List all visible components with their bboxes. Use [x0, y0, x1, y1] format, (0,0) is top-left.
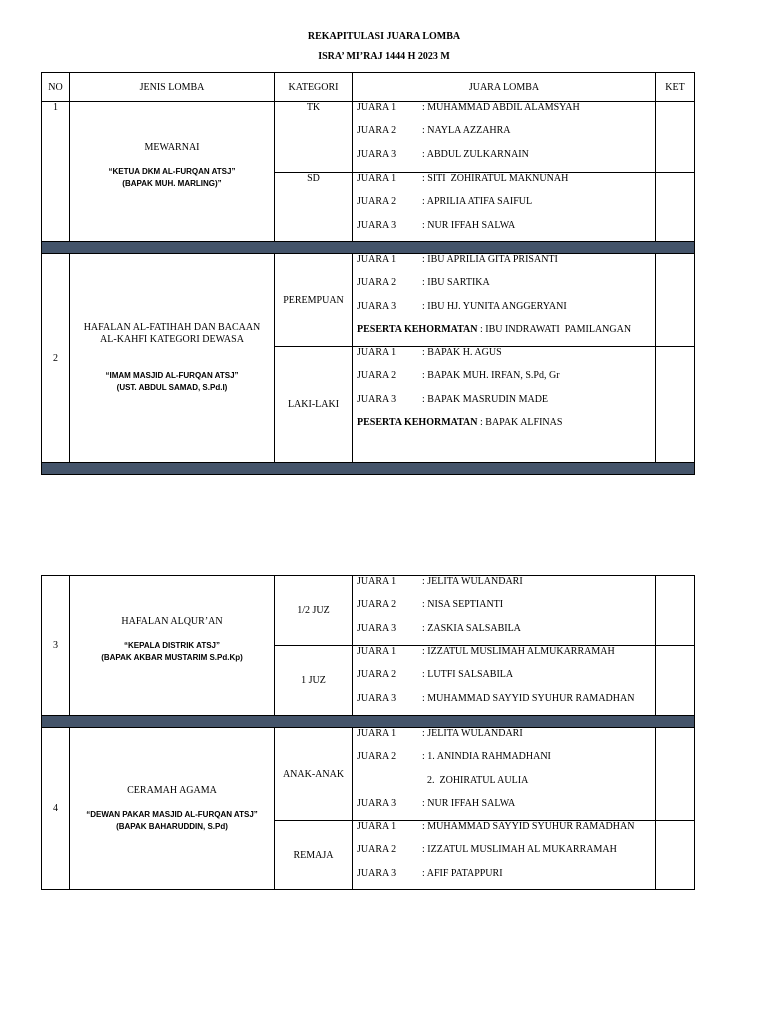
header-cell-jenis-lomba [69, 72, 275, 102]
sponsor-line: “KETUA DKM AL-FURQAN ATSJ” [108, 166, 236, 176]
ket-cell [655, 727, 695, 821]
category-name: 1/2 JUZ [297, 605, 330, 616]
category-name: REMAJA [293, 849, 334, 861]
row-no-cell [41, 253, 70, 463]
winner-entry [357, 669, 634, 680]
jenis-lomba-cell [69, 253, 275, 463]
winner-name: : APRILIA ATIFA SAIFUL [422, 196, 533, 208]
competition-name [121, 616, 222, 628]
header-ket: KET [665, 81, 685, 93]
winner-entry [357, 751, 551, 762]
row-no-cell [41, 727, 70, 890]
category-name: TK [306, 102, 321, 113]
juara-lomba-cell [352, 172, 656, 242]
header-juara-lomba: JUARA LOMBA [468, 81, 540, 93]
winner-entry [357, 693, 634, 704]
category-name: LAKI-LAKI [287, 399, 340, 410]
sponsor-line: “KEPALA DISTRIK ATSJ” [123, 640, 220, 650]
header-cell-kategori [274, 72, 353, 102]
winner-rank: JUARA 1 [357, 347, 397, 358]
kategori-cell [274, 575, 353, 646]
sponsor [105, 370, 238, 394]
winner-rank: JUARA 2 [357, 844, 397, 856]
winner-name: : IBU SARTIKA [422, 277, 490, 289]
ket-cell [655, 101, 695, 173]
ket-cell [655, 346, 695, 463]
juara-lomba-cell [352, 253, 656, 347]
winner-list [357, 254, 631, 335]
kategori-cell [274, 253, 353, 347]
juara-lomba-cell [352, 645, 656, 716]
winner-entry [357, 798, 551, 809]
competition-name-line: HAFALAN AL-FATIHAH DAN BACAAN [83, 322, 261, 333]
honor-label: PESERTA KEHORMATAN [357, 416, 478, 428]
winner-name: : LUTFI SALSABILA [422, 669, 514, 681]
winner-rank: JUARA 2 [357, 751, 397, 763]
winner-rank: JUARA 3 [357, 300, 397, 312]
winner-name: : AFIF PATAPPURI [422, 867, 503, 879]
jenis-lomba-cell [69, 727, 275, 890]
winner-name: : IBU APRILIA GITA PRISANTI [422, 254, 558, 265]
winner-rank: JUARA 1 [357, 254, 397, 265]
winner-rank: JUARA 3 [357, 797, 397, 809]
winner-entry [357, 277, 631, 288]
kategori-cell [274, 820, 353, 890]
header-no: NO [48, 81, 63, 93]
winner-entry [357, 125, 580, 136]
sponsor-line: “DEWAN PAKAR MASJID AL-FURQAN ATSJ” [86, 809, 258, 819]
competition-name-line: AL-KAHFI KATEGORI DEWASA [100, 334, 244, 345]
header-cell-juara-lomba [352, 72, 656, 102]
competition-name [127, 785, 217, 797]
honor-entry [357, 417, 562, 428]
kategori-cell [274, 172, 353, 242]
winner-name: : NUR IFFAH SALWA [422, 219, 516, 231]
juara-lomba-cell [352, 575, 656, 646]
row-number: 1 [53, 102, 58, 113]
honor-entry [357, 324, 631, 335]
competition-name [145, 142, 200, 154]
winner-name: : JELITA WULANDARI [422, 576, 523, 587]
ket-cell [655, 575, 695, 646]
document-subtitle: ISRA’ MI’RAJ 1444 H 2023 M [318, 51, 450, 62]
sponsor-line: (BAPAK BAHARUDDIN, S.Pd) [116, 821, 228, 831]
ket-cell [655, 253, 695, 347]
header-cell-ket [655, 72, 695, 102]
winner-entry [357, 347, 562, 358]
winner-list [357, 821, 634, 879]
sponsor [101, 640, 243, 664]
row-number: 4 [53, 803, 58, 814]
winner-entry [357, 728, 551, 739]
winner-rank: JUARA 1 [357, 102, 397, 113]
juara-lomba-cell [352, 820, 656, 890]
kategori-cell [274, 645, 353, 716]
winner-name: : BAPAK H. AGUS [422, 347, 502, 358]
sponsor-line: (BAPAK AKBAR MUSTARIM S.Pd.Kp) [101, 652, 243, 662]
winner-rank: JUARA 2 [357, 277, 397, 289]
winner-name: : MUHAMMAD ABDIL ALAMSYAH [422, 102, 580, 113]
winner-entry [357, 394, 562, 405]
winner-rank: JUARA 3 [357, 692, 397, 704]
winner-entry [357, 301, 631, 312]
row-no-cell [41, 575, 70, 716]
winner-name: : NUR IFFAH SALWA [422, 797, 516, 809]
competition-name-line: MEWARNAI [144, 141, 200, 153]
winner-rank: JUARA 3 [357, 148, 397, 160]
winner-name: : BAPAK MASRUDIN MADE [422, 393, 549, 405]
winner-name: 2. ZOHIRATUL AULIA [427, 774, 529, 786]
winner-rank: JUARA 3 [357, 393, 397, 405]
jenis-lomba-cell [69, 101, 275, 242]
winner-rank: JUARA 3 [357, 622, 397, 634]
competition-name [84, 322, 261, 346]
document-title: REKAPITULASI JUARA LOMBA [307, 31, 461, 42]
winner-entry [357, 599, 523, 610]
winner-name: : MUHAMMAD SAYYID SYUHUR RAMADHAN [422, 692, 635, 704]
winner-entry [357, 868, 634, 879]
winner-entry [357, 576, 523, 587]
winner-entry [357, 370, 562, 381]
winner-list [357, 728, 551, 809]
winner-entry [357, 149, 580, 160]
winner-name: : IBU HJ. YUNITA ANGGERYANI [422, 300, 567, 312]
row-separator [41, 462, 695, 475]
winner-rank: JUARA 2 [357, 196, 397, 208]
winner-name: : IBU INDRAWATI PAMILANGAN [477, 323, 632, 335]
winner-name: : IZZATUL MUSLIMAH ALMUKARRAMAH [422, 646, 615, 657]
winner-name: : NISA SEPTIANTI [422, 599, 504, 611]
winner-name: : BAPAK MUH. IRFAN, S.Pd, Gr [422, 370, 560, 382]
ket-cell [655, 172, 695, 242]
winner-entry [357, 844, 634, 855]
winner-rank: JUARA 1 [357, 728, 397, 739]
juara-lomba-cell [352, 727, 656, 821]
winner-entry [357, 173, 568, 184]
winner-list [357, 102, 580, 160]
winner-rank: JUARA 1 [357, 821, 397, 832]
winner-rank: JUARA 2 [357, 669, 397, 681]
winner-name: : ABDUL ZULKARNAIN [422, 148, 529, 160]
category-name: ANAK-ANAK [282, 768, 345, 780]
header-cell-no [41, 72, 70, 102]
honor-label: PESERTA KEHORMATAN [357, 323, 478, 335]
winner-entry [357, 220, 568, 231]
jenis-lomba-cell [69, 575, 275, 716]
row-number: 2 [53, 352, 58, 364]
winner-entry [357, 254, 631, 265]
ket-cell [655, 820, 695, 890]
sponsor [109, 166, 236, 190]
winner-entry-continued [357, 775, 551, 786]
winner-name: : MUHAMMAD SAYYID SYUHUR RAMADHAN [422, 821, 635, 832]
kategori-cell [274, 101, 353, 173]
juara-lomba-cell [352, 101, 656, 173]
winner-rank: JUARA 1 [357, 576, 397, 587]
winner-name: : SITI ZOHIRATUL MAKNUNAH [422, 173, 569, 184]
winner-rank: JUARA 2 [357, 599, 397, 611]
winner-name: : JELITA WULANDARI [422, 728, 523, 739]
row-no-cell [41, 101, 70, 242]
row-number: 3 [53, 640, 58, 651]
winner-name: : IZZATUL MUSLIMAH AL MUKARRAMAH [422, 844, 617, 856]
winner-rank: JUARA 1 [357, 646, 397, 657]
winner-name: : ZASKIA SALSABILA [422, 622, 521, 634]
winner-entry [357, 102, 580, 113]
kategori-cell [274, 727, 353, 821]
winner-list [357, 347, 562, 428]
category-name: 1 JUZ [301, 675, 326, 686]
header-kategori: KATEGORI [288, 81, 339, 93]
category-name: SD [307, 173, 320, 184]
juara-lomba-cell [352, 346, 656, 463]
sponsor-line: (BAPAK MUH. MARLING)” [122, 178, 222, 188]
winner-entry [357, 623, 523, 634]
winner-rank: JUARA 3 [357, 219, 397, 231]
winner-name: : 1. ANINDIA RAHMADHANI [422, 751, 551, 763]
competition-name-line: HAFALAN ALQUR’AN [121, 615, 223, 627]
category-name: PEREMPUAN [283, 294, 344, 306]
winner-rank: JUARA 3 [357, 867, 397, 879]
winner-entry [357, 646, 634, 657]
winner-entry [357, 196, 568, 207]
sponsor [86, 809, 258, 833]
winner-entry [357, 821, 634, 832]
sponsor-line: (UST. ABDUL SAMAD, S.Pd.I) [116, 383, 228, 392]
winner-list [357, 173, 568, 231]
winner-name: : NAYLA AZZAHRA [422, 125, 511, 137]
sponsor-line: “IMAM MASJID AL-FURQAN ATSJ” [105, 371, 239, 380]
header-jenis-lomba: JENIS LOMBA [139, 81, 205, 93]
winner-rank: JUARA 2 [357, 125, 397, 137]
winner-rank: JUARA 2 [357, 370, 397, 382]
kategori-cell [274, 346, 353, 463]
winner-list [357, 576, 523, 634]
winner-rank: JUARA 1 [357, 173, 397, 184]
ket-cell [655, 645, 695, 716]
winner-name: : BAPAK ALFINAS [477, 416, 563, 428]
competition-name-line: CERAMAH AGAMA [127, 784, 217, 796]
winner-list [357, 646, 634, 704]
